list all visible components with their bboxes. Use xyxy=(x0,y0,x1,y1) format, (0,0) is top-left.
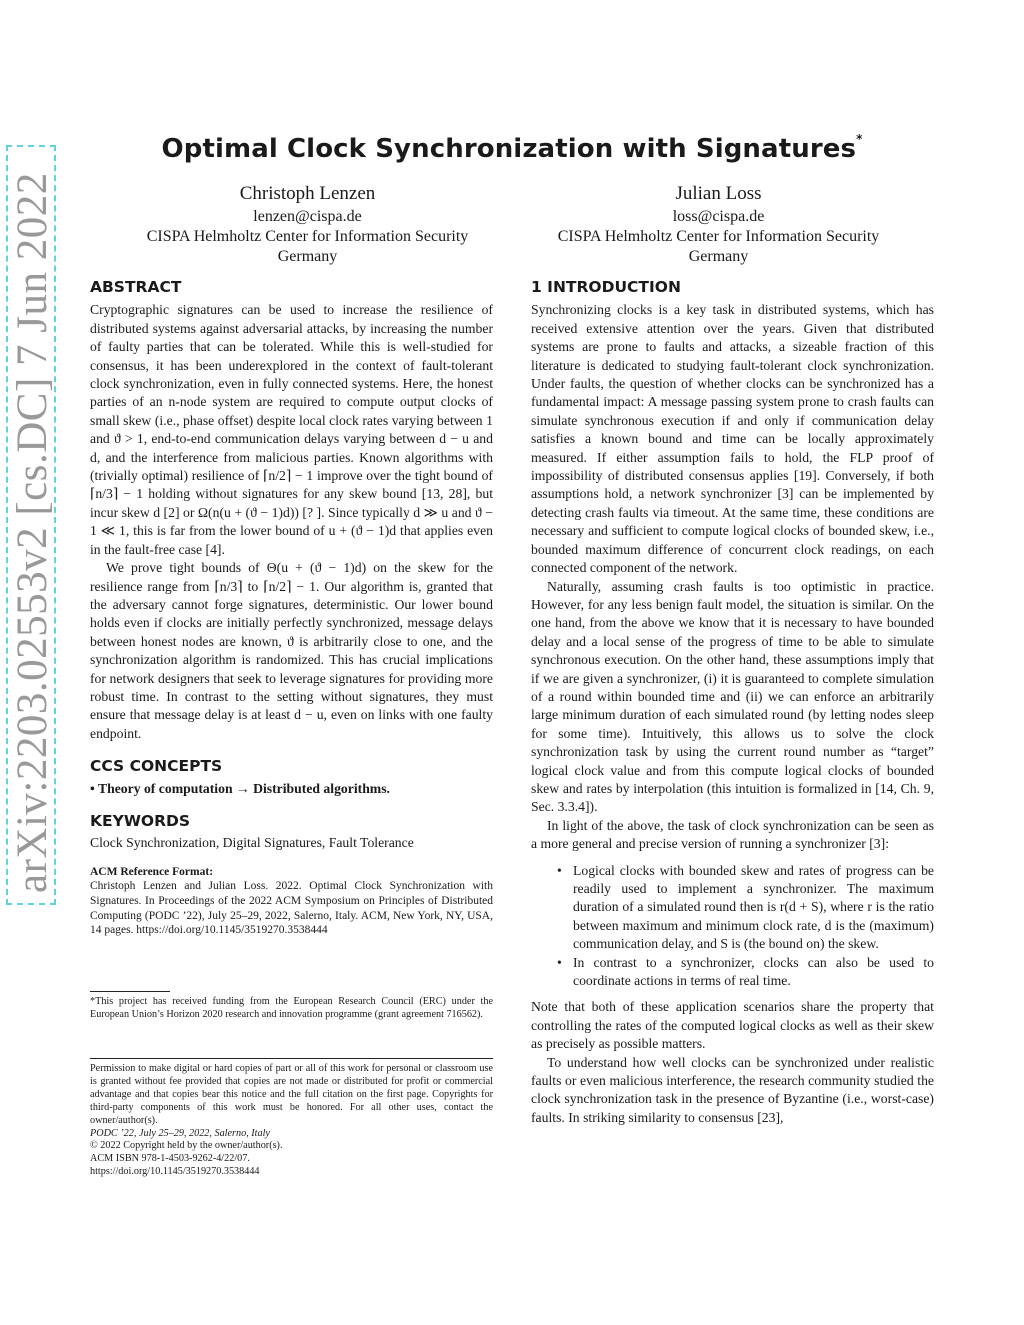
author-name: Julian Loss xyxy=(675,183,762,204)
author-country: Germany xyxy=(688,248,749,265)
list-item: • In contrast to a synchronizer, clocks can also be used to coordinate actions in terms of real time. xyxy=(555,954,934,991)
acm-reference-heading: ACM Reference Format: xyxy=(90,865,214,878)
list-item: • Logical clocks with bounded skew and rates of progress can be readily used to implement a synchronizer. The maximum duration of a simulated round then is r(d + S), where r is the ratio between maximum and minimum clock rate, d is the (maximum) communication delay, and S is (the bound on) the skew. xyxy=(555,862,934,954)
author-name: Christoph Lenzen xyxy=(239,183,376,204)
acm-reference-text: Christoph Lenzen and Julian Loss. 2022. Optimal Clock Synchronization with Signatures. In Proceedings of the 2022 ACM Symposium on Principles of Distributed Computing (PODC ’22), July 25–29, 2022, Salerno, Italy. ACM, New York, NY, USA, 14 pages. https://doi.org/10.1145/3519270.3538444 xyxy=(90,880,493,937)
permission-rule xyxy=(90,1058,493,1059)
intro-paragraph-4: Note that both of these application scenarios share the property that controlling the rates of the computed logical clocks as well as their skew as precisely as possible matters. xyxy=(531,999,934,1052)
title-footnote-mark: * xyxy=(856,132,863,146)
keywords-heading: KEYWORDS xyxy=(90,811,191,830)
author-affiliation: CISPA Helmholtz Center for Information Security xyxy=(557,228,880,245)
intro-paragraph-2: Naturally, assuming crash faults is too optimistic in practice. However, for any less benign fault model, the situation is similar. On the one hand, from the above we know that it is necessary to have bounded delay and a local sense of the progress of time to be able to simulate synchronous execution. On the other hand, these assumptions imply that if we are given a synchronizer, (i) it is guaranteed to complete simulation of a round within bounded time and (ii) we can enforce an arbitrarily large minimum duration of each simulated round (by letting nodes sleep for some time). Intuitively, this allows us to solve the clock synchronization task by using the current round number as “target” logical clock value and from this compute logical clocks of bounded skew and rates by interpolation (this intuition is formalized in [14, Ch. 9, Sec. 3.3.4]). xyxy=(531,578,934,815)
author-email: loss@cispa.de xyxy=(672,208,765,225)
abstract-heading: ABSTRACT xyxy=(90,278,182,296)
ccs-text: • Theory of computation → Distributed algorithms. xyxy=(90,780,390,796)
left-column xyxy=(90,278,493,938)
arxiv-stamp: arXiv:2203.02553v2 [cs.DC] 7 Jun 2022 xyxy=(6,145,56,905)
author-affiliation: CISPA Helmholtz Center for Information Security xyxy=(146,228,469,245)
permission-venue: PODC ’22, July 25–29, 2022, Salerno, Italy xyxy=(90,1127,270,1139)
paper-title: Optimal Clock Synchronization with Signatures* xyxy=(161,132,863,164)
intro-paragraph-5: To understand how well clocks can be synchronized under realistic faults or even malicious interference, the research community studied the clock synchronization task in the presence of Byzantine (i.e., worst-case) faults. In striking similarity to consensus [23], xyxy=(531,1054,934,1125)
footnote-rule xyxy=(90,991,170,992)
abstract-paragraph-2: We prove tight bounds of Θ(u + (ϑ − 1)d) on the skew for the resilience range from ⌈n/3⌉ to ⌈n/2⌉ − 1. Our algorithm is, granted that the adversary cannot forge signatures, deterministic. Our lower bound holds even if clocks are initially perfectly synchronized, message delays between honest nodes are known, ϑ is arbitrarily close to one, and the synchronization algorithm is randomized. This has crucial implications for network designers that seek to leverage signatures for providing more robust time. In contrast to the setting without signatures, they must ensure that message delay is at least d − u, even on links with one faulty endpoint. xyxy=(90,560,493,741)
author-block-1 xyxy=(90,181,525,267)
permission-copyright: © 2022 Copyright held by the owner/author(s). xyxy=(90,1140,283,1152)
ccs-heading: CCS CONCEPTS xyxy=(90,757,223,776)
author-block-2 xyxy=(500,181,937,267)
permission-isbn: ACM ISBN 978-1-4503-9262-4/22/07. xyxy=(90,1153,250,1165)
introduction-heading: 1 INTRODUCTION xyxy=(531,278,681,296)
permission-text: Permission to make digital or hard copies of part or all of this work for personal or classroom use is granted without fee provided that copies are not made or distributed for profit or commercial advantage and that copies bear this notice and the full citation on the first page. Copyrights for third-party components of this work must be honored. For all other uses, contact the owner/author(s). xyxy=(90,1063,493,1126)
author-email: lenzen@cispa.de xyxy=(253,208,362,225)
keywords-text: Clock Synchronization, Digital Signatures, Fault Tolerance xyxy=(90,835,414,851)
right-column xyxy=(531,278,934,1127)
intro-paragraph-3: In light of the above, the task of clock synchronization can be seen as a more general and precise version of running a synchronizer [3]: xyxy=(531,817,934,852)
abstract-paragraph-1: Cryptographic signatures can be used to increase the resilience of distributed systems against adversarial attacks, by increasing the number of faulty parties that can be tolerated. While this is well-studied for consensus, it has been underexplored in the context of fault-tolerant clock synchronization, even in fully connected systems. Here, the honest parties of an n-node system are required to compute output clocks of small skew (i.e., phase offset) despite local clock rates varying between 1 and ϑ > 1, end-to-end communication delays varying between d − u and d, and the interference from malicious parties. Known algorithms with (trivially optimal) resilience of ⌈n/2⌉ − 1 improve over the tight bound of ⌈n/3⌉ − 1 holding without signatures for any skew bound [13, 28], but incur skew d [2] or Ω(n(u + (ϑ − 1)d)) [? ]. Since typically d ≫ u and ϑ − 1 ≪ 1, this is far from the lower bound of u + (ϑ − 1)d that applies even in the fault-free case [4]. xyxy=(90,302,493,557)
acm-reference xyxy=(90,865,493,938)
intro-paragraph-1: Synchronizing clocks is a key task in distributed systems, which has received extensive attention over the years. Given that distributed systems are prone to faults and attacks, a sizeable fraction of this literature is dedicated to studying fault-tolerant clock synchronization. Under faults, the question of whether clocks can be synchronized has a fundamental impact: A message passing system prone to crash faults can simulate synchronous execution if and only if communication delay satisfies a known bound and time can be locally approximately measured. If either assumption fails to hold, the FLP proof of impossibility of distributed consensus applies [19]. Conversely, if both assumptions hold, a network synchronizer [3] can be implemented by detecting crash faults via timeout. At the same time, these conditions are necessary and sufficient to compute logical clocks of bounded skew, i.e., bounded maximum difference of concurrent clock readings, on each connected component of the network. xyxy=(531,302,934,576)
footnote: *This project has received funding from the European Research Council (ERC) under the European Union’s Horizon 2020 research and innovation programme (grant agreement 716562). xyxy=(90,996,493,1020)
intro-bullet-list xyxy=(555,862,934,991)
permission-block xyxy=(90,1063,493,1179)
author-country: Germany xyxy=(277,248,338,265)
permission-doi: https://doi.org/10.1145/3519270.3538444 xyxy=(90,1166,260,1178)
